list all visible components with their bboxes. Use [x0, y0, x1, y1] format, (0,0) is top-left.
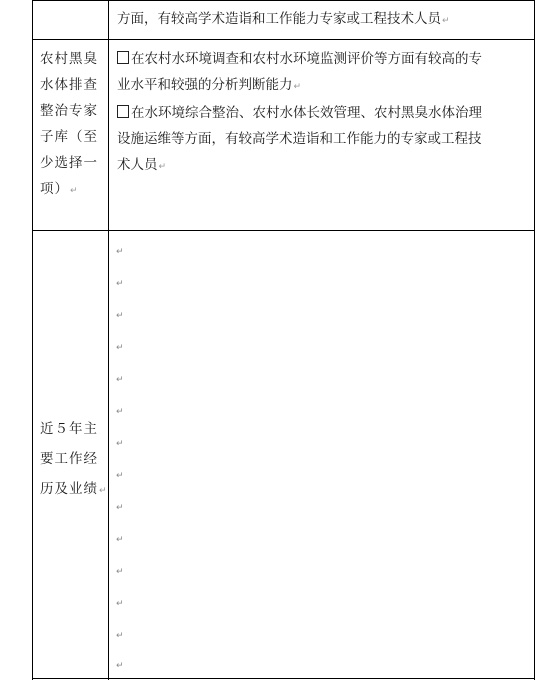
- empty-paragraph-mark: ↵: [116, 661, 124, 671]
- row2-label-line-2: 水体排查: [40, 77, 98, 93]
- empty-paragraph-mark: ↵: [116, 567, 124, 577]
- empty-paragraph-mark: ↵: [116, 631, 124, 641]
- row-divider-1: [32, 39, 535, 40]
- empty-paragraph-mark: ↵: [116, 407, 124, 417]
- empty-paragraph-mark: ↵: [116, 343, 124, 353]
- paragraph-mark: ↵: [293, 82, 302, 92]
- row2-left-cell: [40, 46, 106, 204]
- option-2-line-3: 术人员: [117, 157, 158, 173]
- table-bottom-border: [32, 678, 535, 679]
- empty-paragraph-mark: ↵: [116, 279, 124, 289]
- table-column-divider: [108, 0, 109, 680]
- row1-right-cell: [117, 6, 450, 34]
- row2-label-line-1: 农村黑臭: [40, 51, 98, 67]
- option-1-line-1: 在农村水环境调查和农村水环境监测评价等方面有较高的专: [131, 51, 482, 67]
- option-1-line-2: 业水平和较强的分析判断能力: [117, 77, 293, 93]
- checkbox-option-1[interactable]: [117, 51, 129, 64]
- paragraph-mark: ↵: [70, 186, 79, 196]
- row1-text: 方面，有较高学术造诣和工作能力专家或工程技术人员: [117, 11, 441, 27]
- paragraph-mark: ↵: [158, 162, 167, 172]
- checkbox-option-2[interactable]: [117, 105, 129, 118]
- row3-label-line-3: 历及业绩: [40, 481, 98, 497]
- row2-right-cell: [117, 46, 531, 180]
- table-border-right: [534, 0, 535, 680]
- paragraph-mark: ↵: [99, 486, 108, 496]
- empty-paragraph-mark: ↵: [116, 503, 124, 513]
- row3-label-line-1: 近５年主: [40, 421, 98, 437]
- row2-label-line-4: 子库（至: [40, 129, 98, 145]
- empty-paragraph-mark: ↵: [116, 311, 124, 321]
- row2-label-line-6: 项）: [40, 181, 69, 197]
- empty-paragraph-mark: ↵: [116, 599, 124, 609]
- paragraph-mark: ↵: [442, 16, 450, 26]
- row3-label-line-2: 要工作经: [40, 451, 98, 467]
- row2-label-line-3: 整治专家: [40, 103, 98, 119]
- table-top-border: [32, 0, 535, 1]
- empty-paragraph-mark: ↵: [116, 471, 124, 481]
- row2-label-line-5: 少选择一: [40, 155, 98, 171]
- table-border-left: [32, 0, 33, 680]
- empty-paragraph-mark: ↵: [116, 247, 124, 257]
- empty-paragraph-mark: ↵: [116, 375, 124, 385]
- empty-paragraph-mark: ↵: [116, 535, 124, 545]
- row-divider-2: [32, 230, 535, 231]
- option-2-line-1: 在水环境综合整治、农村水体长效管理、农村黑臭水体治理: [131, 105, 482, 121]
- empty-paragraph-mark: ↵: [116, 439, 124, 449]
- row3-left-cell: [40, 414, 106, 506]
- option-2-line-2: 设施运维等方面，有较高学术造诣和工作能力的专家或工程技: [117, 131, 482, 147]
